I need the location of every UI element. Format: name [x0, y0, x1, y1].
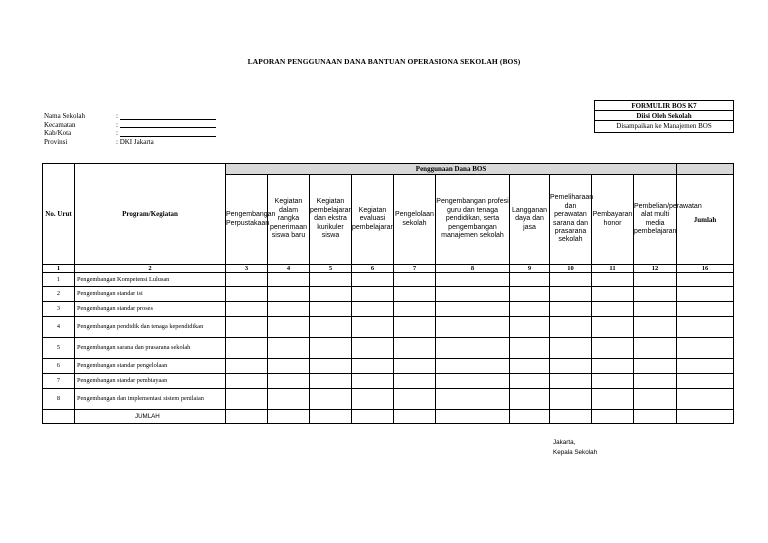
amount-cell[interactable]: [352, 338, 394, 359]
total-cell[interactable]: [394, 410, 436, 424]
total-label: JUMLAH: [75, 410, 226, 424]
amount-cell[interactable]: [592, 374, 634, 389]
amount-cell[interactable]: [592, 317, 634, 338]
program-name: Pengembangan dan implementasi sistem penilaian: [75, 389, 226, 410]
form-filled-by: Diisi Oleh Sekolah: [595, 111, 733, 121]
amount-cell[interactable]: [268, 287, 310, 302]
col-header-multimedia: Pembelian/perawatan alat multi media pembelajaran: [634, 175, 677, 265]
row-number: 7: [43, 374, 75, 389]
amount-cell[interactable]: [394, 359, 436, 374]
amount-cell[interactable]: [394, 317, 436, 338]
amount-cell[interactable]: [436, 389, 510, 410]
amount-cell[interactable]: [634, 389, 677, 410]
amount-cell[interactable]: [634, 338, 677, 359]
amount-cell[interactable]: [634, 374, 677, 389]
total-cell[interactable]: [677, 410, 734, 424]
identity-row-school: [44, 112, 216, 121]
identity-colon: :: [116, 129, 118, 138]
column-number: 10: [550, 265, 592, 273]
amount-cell[interactable]: [268, 302, 310, 317]
identity-label: Provinsi: [44, 137, 68, 146]
amount-cell[interactable]: [592, 302, 634, 317]
group-header-bos-usage: Penggunaan Dana BOS: [226, 164, 677, 175]
signature-role: Kepala Sekolah: [553, 448, 598, 456]
col-header-library: Pengembangan Perpustakaan: [226, 175, 268, 265]
col-header-management: Pengelolaan sekolah: [394, 175, 436, 265]
table-row: [43, 338, 734, 359]
col-header-utilities: Langganan daya dan jasa: [510, 175, 550, 265]
total-row: [43, 410, 734, 424]
column-number: 7: [394, 265, 436, 273]
column-number: 11: [592, 265, 634, 273]
column-number: 5: [310, 265, 352, 273]
amount-cell[interactable]: [394, 287, 436, 302]
amount-cell[interactable]: [226, 317, 268, 338]
amount-cell[interactable]: [268, 317, 310, 338]
amount-cell[interactable]: [592, 359, 634, 374]
amount-cell[interactable]: [677, 273, 734, 287]
identity-label: Kab/Kota: [44, 129, 72, 138]
program-name: Pengembangan pendidik dan tenaga kependidikan: [75, 317, 226, 338]
amount-cell[interactable]: [352, 302, 394, 317]
column-number: 3: [226, 265, 268, 273]
amount-cell[interactable]: [592, 389, 634, 410]
amount-cell[interactable]: [677, 302, 734, 317]
total-cell[interactable]: [436, 410, 510, 424]
amount-cell[interactable]: [550, 389, 592, 410]
amount-cell[interactable]: [352, 317, 394, 338]
amount-cell[interactable]: [510, 338, 550, 359]
column-number: 6: [352, 265, 394, 273]
amount-cell[interactable]: [550, 317, 592, 338]
amount-cell[interactable]: [310, 389, 352, 410]
amount-cell[interactable]: [310, 273, 352, 287]
column-number: 8: [436, 265, 510, 273]
table-row: [43, 317, 734, 338]
column-number: 9: [510, 265, 550, 273]
program-name: Pengembangan Kompetensi Lulusan: [75, 273, 226, 287]
col-header-program: Program/Kegiatan: [75, 164, 226, 265]
city-field[interactable]: [120, 129, 216, 137]
amount-cell[interactable]: [352, 374, 394, 389]
amount-cell[interactable]: [226, 389, 268, 410]
amount-cell[interactable]: [436, 273, 510, 287]
amount-cell[interactable]: [394, 389, 436, 410]
amount-cell[interactable]: [634, 359, 677, 374]
column-number: 1: [43, 265, 75, 273]
amount-cell[interactable]: [510, 302, 550, 317]
amount-cell[interactable]: [352, 287, 394, 302]
amount-cell[interactable]: [677, 338, 734, 359]
amount-cell[interactable]: [510, 389, 550, 410]
total-cell[interactable]: [268, 410, 310, 424]
amount-cell[interactable]: [310, 338, 352, 359]
identity-label: Nama Sekolah: [44, 112, 86, 120]
amount-cell[interactable]: [436, 317, 510, 338]
identity-label: Kecamatan: [44, 120, 76, 129]
row-number: 6: [43, 359, 75, 374]
amount-cell[interactable]: [677, 287, 734, 302]
total-cell[interactable]: [510, 410, 550, 424]
amount-cell[interactable]: [226, 273, 268, 287]
total-no-cell: [43, 410, 75, 424]
form-code: FORMULIR BOS K7: [595, 101, 733, 111]
report-title: LAPORAN PENGGUNAAN DANA BANTUAN OPERASIONA SEKOLAH (BOS): [247, 57, 521, 66]
group-header-blank: [677, 164, 734, 175]
amount-cell[interactable]: [226, 359, 268, 374]
amount-cell[interactable]: [352, 389, 394, 410]
program-name: Pengembangan sarana dan prasarana sekolah: [75, 338, 226, 359]
row-number: 1: [43, 273, 75, 287]
col-header-evaluation: Kegiatan evaluasi pembelajaran: [352, 175, 394, 265]
amount-cell[interactable]: [550, 374, 592, 389]
amount-cell[interactable]: [310, 302, 352, 317]
col-header-total: Jumlah: [677, 175, 734, 265]
total-cell[interactable]: [550, 410, 592, 424]
amount-cell[interactable]: [268, 273, 310, 287]
total-cell[interactable]: [226, 410, 268, 424]
program-name: Pengembangan standar pengelolaan: [75, 359, 226, 374]
column-number-row: [43, 265, 734, 273]
school-name-field[interactable]: [120, 112, 216, 120]
amount-cell[interactable]: [634, 287, 677, 302]
amount-cell[interactable]: [510, 287, 550, 302]
table-row: [43, 389, 734, 410]
amount-cell[interactable]: [436, 374, 510, 389]
total-cell[interactable]: [352, 410, 394, 424]
col-header-learning: Kegiatan pembelajaran dan ekstra kurikuler siswa: [310, 175, 352, 265]
program-name: Pengembangan standar pembiayaan: [75, 374, 226, 389]
identity-colon: :: [116, 112, 118, 120]
amount-cell[interactable]: [592, 273, 634, 287]
amount-cell[interactable]: [226, 374, 268, 389]
amount-cell[interactable]: [677, 359, 734, 374]
program-name: Pengembangan standar proses: [75, 302, 226, 317]
amount-cell[interactable]: [436, 302, 510, 317]
table-row: [43, 287, 734, 302]
amount-cell[interactable]: [436, 287, 510, 302]
column-number: 12: [634, 265, 677, 273]
amount-cell[interactable]: [436, 359, 510, 374]
col-header-maintenance: Pemeliharaan dan perawatan sarana dan prasarana sekolah: [550, 175, 592, 265]
amount-cell[interactable]: [634, 302, 677, 317]
amount-cell[interactable]: [510, 359, 550, 374]
amount-cell[interactable]: [550, 287, 592, 302]
amount-cell[interactable]: [268, 359, 310, 374]
school-identity: [44, 112, 216, 146]
amount-cell[interactable]: [394, 302, 436, 317]
column-number: 2: [75, 265, 226, 273]
form-submitted-to: Disampaikan ke Manajemen BOS: [616, 122, 712, 131]
amount-cell[interactable]: [510, 317, 550, 338]
total-cell[interactable]: [634, 410, 677, 424]
table-row: [43, 374, 734, 389]
col-header-honor: Pembayaran honor: [592, 175, 634, 265]
amount-cell[interactable]: [550, 302, 592, 317]
amount-cell[interactable]: [677, 374, 734, 389]
amount-cell[interactable]: [394, 374, 436, 389]
amount-cell[interactable]: [592, 287, 634, 302]
amount-cell[interactable]: [352, 273, 394, 287]
amount-cell[interactable]: [677, 389, 734, 410]
amount-cell[interactable]: [550, 338, 592, 359]
col-header-no: No. Urut: [43, 164, 75, 265]
signature-place: Jakarta,: [553, 439, 576, 446]
column-number: 16: [677, 265, 734, 273]
row-number: 8: [43, 389, 75, 410]
amount-cell[interactable]: [550, 273, 592, 287]
amount-cell[interactable]: [592, 338, 634, 359]
total-cell[interactable]: [592, 410, 634, 424]
table-row: [43, 273, 734, 287]
amount-cell[interactable]: [310, 317, 352, 338]
district-field[interactable]: [120, 121, 216, 129]
amount-cell[interactable]: [226, 287, 268, 302]
amount-cell[interactable]: [634, 273, 677, 287]
column-number: 4: [268, 265, 310, 273]
amount-cell[interactable]: [310, 359, 352, 374]
table-row: [43, 359, 734, 374]
amount-cell[interactable]: [677, 317, 734, 338]
amount-cell[interactable]: [226, 302, 268, 317]
program-name: Pengembangan standar isi: [75, 287, 226, 302]
row-number: 5: [43, 338, 75, 359]
amount-cell[interactable]: [436, 338, 510, 359]
identity-colon: :: [116, 120, 118, 129]
row-number: 3: [43, 302, 75, 317]
table-row: [43, 302, 734, 317]
amount-cell[interactable]: [394, 273, 436, 287]
amount-cell[interactable]: [268, 374, 310, 389]
amount-cell[interactable]: [550, 359, 592, 374]
amount-cell[interactable]: [510, 273, 550, 287]
amount-cell[interactable]: [268, 389, 310, 410]
amount-cell[interactable]: [510, 374, 550, 389]
signature-block: [553, 438, 597, 457]
identity-row-city: [44, 129, 216, 138]
amount-cell[interactable]: [394, 338, 436, 359]
identity-row-province: [44, 138, 216, 147]
amount-cell[interactable]: [226, 338, 268, 359]
row-number: 4: [43, 317, 75, 338]
amount-cell[interactable]: [634, 317, 677, 338]
bos-usage-table: [42, 163, 734, 424]
total-cell[interactable]: [310, 410, 352, 424]
amount-cell[interactable]: [352, 359, 394, 374]
province-value: : DKI Jakarta: [116, 137, 154, 146]
amount-cell[interactable]: [310, 374, 352, 389]
form-code-box: [594, 100, 734, 133]
col-header-teacher-development: Pengembangan profesi guru dan tenaga pendidikan, serta pengembangan manajemen sekolah: [436, 175, 510, 265]
row-number: 2: [43, 287, 75, 302]
amount-cell[interactable]: [310, 287, 352, 302]
identity-row-district: [44, 121, 216, 130]
amount-cell[interactable]: [268, 338, 310, 359]
col-header-admission: Kegiatan dalam rangka penerimaan siswa baru: [268, 175, 310, 265]
